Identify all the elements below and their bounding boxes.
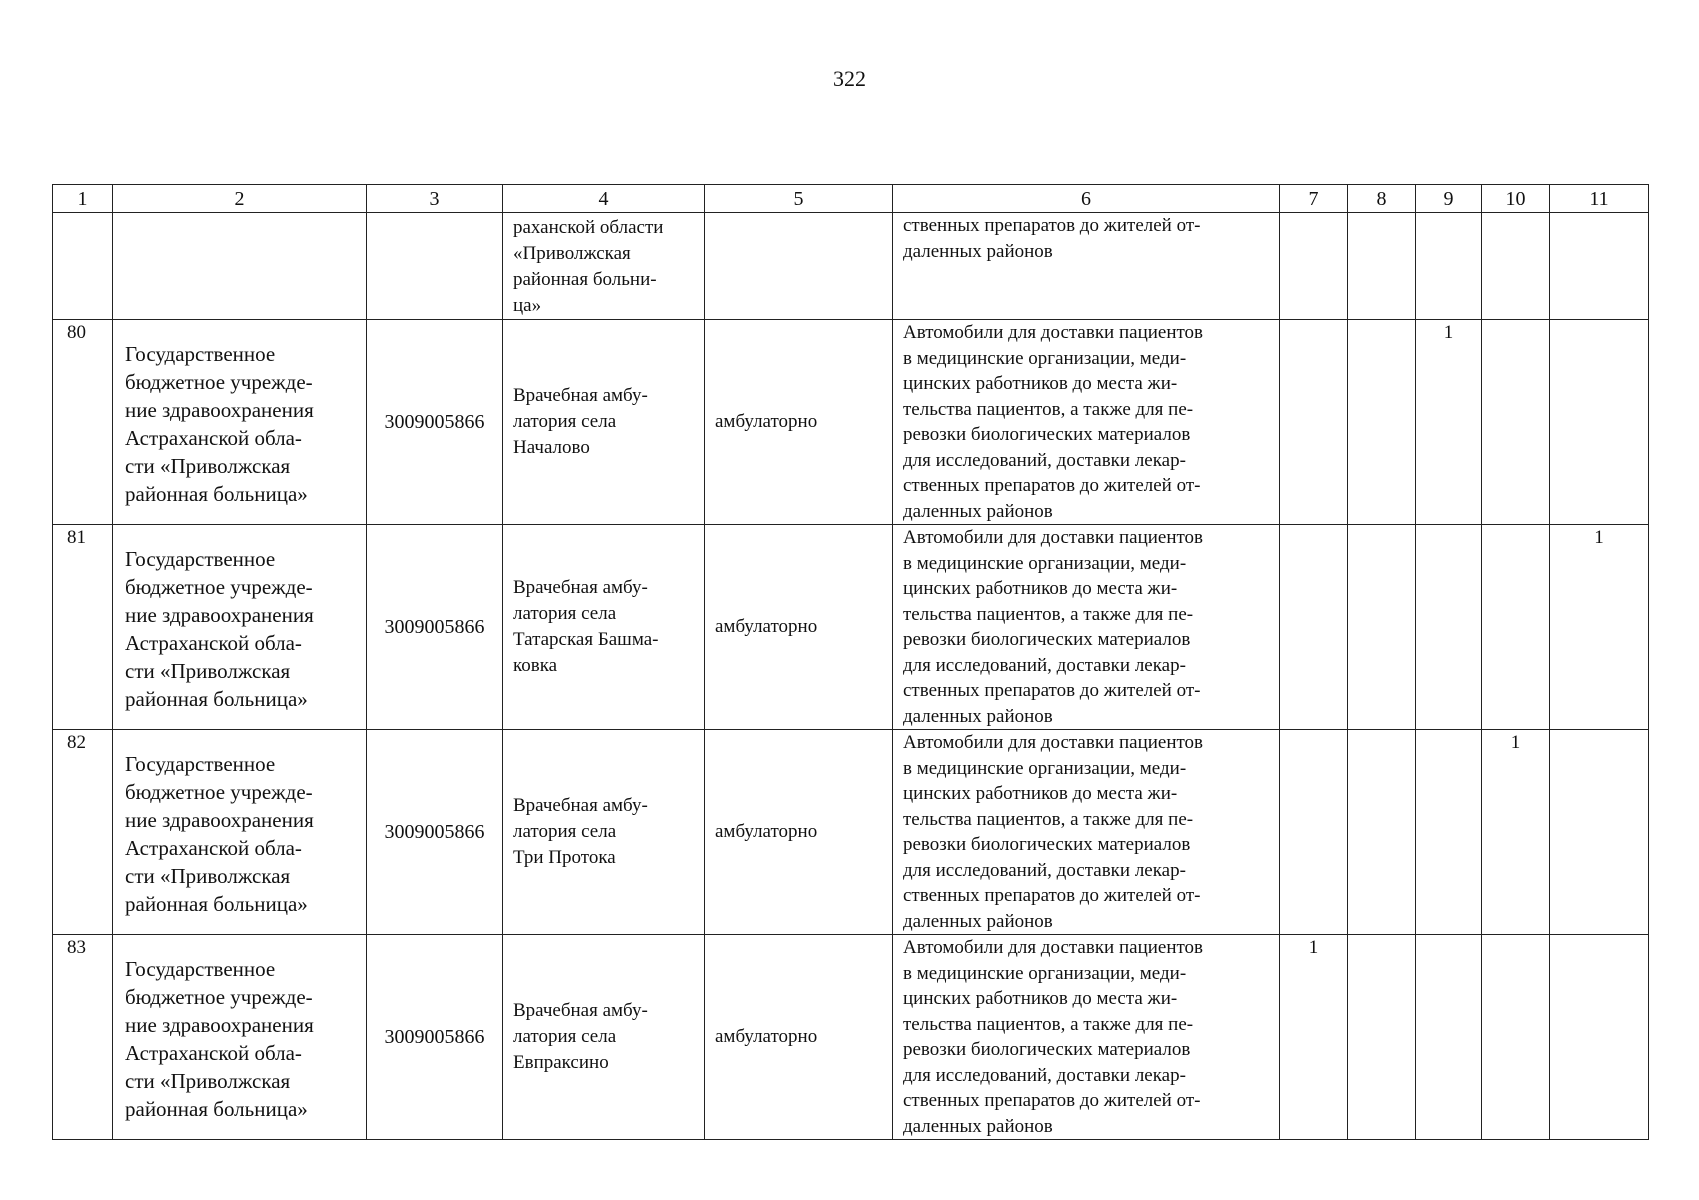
text-line: даленных районов (903, 910, 1053, 932)
text-line: ковка (513, 655, 558, 676)
text-line: в медицинские организации, меди- (903, 757, 1187, 779)
text-line: Автомобили для доставки пациентов (903, 937, 1204, 958)
text-line: ние здравоохранения (125, 398, 314, 422)
text-line: Началово (513, 437, 590, 458)
value-col-8 (1348, 730, 1416, 935)
text-line: Государственное (125, 752, 276, 776)
registry-table (52, 184, 1649, 1140)
row-number: 80 (53, 320, 113, 525)
continuation-org (113, 213, 367, 320)
text-line: Автомобили для доставки пациентов (903, 732, 1204, 753)
text-line: бюджетное учрежде- (125, 780, 313, 804)
text-line: ственных препаратов до жителей от- (903, 475, 1201, 496)
continuation-row (53, 213, 1649, 320)
table-row (53, 730, 1649, 935)
text-line: ревозки биологических материалов (903, 1039, 1191, 1060)
value-col-11 (1550, 320, 1649, 525)
text-line: для исследований, доставки лекар- (903, 859, 1186, 881)
row-number: 83 (53, 935, 113, 1140)
text-line: Астраханской обла- (125, 836, 302, 860)
text-line: даленных районов (903, 705, 1053, 727)
col-header-5: 5 (705, 185, 893, 213)
inn-value: 3009005866 (367, 730, 503, 935)
text-line: Государственное (125, 342, 276, 366)
text-line: тельства пациентов, а также для пе- (903, 398, 1194, 420)
text-line: для исследований, доставки лекар- (903, 654, 1186, 676)
col-header-10: 10 (1482, 185, 1550, 213)
row-number: 82 (53, 730, 113, 935)
col-header-6: 6 (893, 185, 1280, 213)
subdivision-name (503, 525, 705, 730)
vehicle-description (893, 320, 1280, 525)
value-col-7 (1280, 525, 1348, 730)
care-form: амбулаторно (705, 935, 893, 1140)
text-line: Татарская Башма- (513, 629, 659, 650)
col-header-3: 3 (367, 185, 503, 213)
column-number-header (53, 185, 1649, 213)
text-line: в медицинские организации, меди- (903, 552, 1187, 574)
continuation-num (53, 213, 113, 320)
table-row (53, 525, 1649, 730)
subdivision-name (503, 935, 705, 1140)
text-line: Врачебная амбу- (513, 1000, 648, 1021)
value-col-9 (1416, 730, 1482, 935)
subdivision-name (503, 320, 705, 525)
value-col-7 (1280, 320, 1348, 525)
value-col-10: 1 (1482, 730, 1550, 935)
continuation-description (893, 213, 1280, 320)
text-line: тельства пациентов, а также для пе- (903, 808, 1194, 830)
text-line: Астраханской обла- (125, 631, 302, 655)
value-col-10 (1482, 935, 1550, 1140)
description-line: ственных препаратов до жителей от- (903, 215, 1201, 236)
value-col-10 (1482, 525, 1550, 730)
organization-name (113, 935, 367, 1140)
table-row (53, 320, 1649, 525)
text-line: цинских работников до места жи- (903, 783, 1178, 804)
text-line: сти «Приволжская (125, 864, 291, 888)
continuation-form (705, 213, 893, 320)
text-line: тельства пациентов, а также для пе- (903, 1013, 1194, 1035)
inn-value: 3009005866 (367, 525, 503, 730)
text-line: латория села (513, 1026, 617, 1047)
inn-value: 3009005866 (367, 320, 503, 525)
value-col-11: 1 (1550, 525, 1649, 730)
value-col-10 (1482, 320, 1550, 525)
description-line: даленных районов (903, 240, 1053, 262)
col-header-8: 8 (1348, 185, 1416, 213)
text-line: для исследований, доставки лекар- (903, 449, 1186, 471)
value-col-9: 1 (1416, 320, 1482, 525)
text-line: районная больница» (125, 892, 308, 916)
text-line: сти «Приволжская (125, 1069, 291, 1093)
text-line: бюджетное учрежде- (125, 985, 313, 1009)
col-header-7: 7 (1280, 185, 1348, 213)
text-line: ственных препаратов до жителей от- (903, 885, 1201, 906)
continuation-val-10 (1482, 213, 1550, 320)
text-line: районная больница» (125, 1097, 308, 1121)
rows-body (53, 320, 1649, 1140)
continuation-val-8 (1348, 213, 1416, 320)
text-line: ние здравоохранения (125, 808, 314, 832)
value-col-7 (1280, 730, 1348, 935)
text-line: ревозки биологических материалов (903, 629, 1191, 650)
continuation-val-7 (1280, 213, 1348, 320)
vehicle-description (893, 730, 1280, 935)
text-line: ственных препаратов до жителей от- (903, 680, 1201, 701)
text-line: ние здравоохранения (125, 603, 314, 627)
text-line: латория села (513, 821, 617, 842)
text-line: Автомобили для доставки пациентов (903, 322, 1204, 343)
value-col-9 (1416, 525, 1482, 730)
subdivision-line: раханской области (513, 217, 664, 238)
organization-name (113, 320, 367, 525)
row-number: 81 (53, 525, 113, 730)
subdivision-line: ца» (513, 295, 542, 316)
text-line: бюджетное учрежде- (125, 575, 313, 599)
text-line: бюджетное учрежде- (125, 370, 313, 394)
text-line: цинских работников до места жи- (903, 373, 1178, 394)
care-form: амбулаторно (705, 320, 893, 525)
care-form: амбулаторно (705, 730, 893, 935)
text-line: для исследований, доставки лекар- (903, 1064, 1186, 1086)
vehicle-description (893, 935, 1280, 1140)
organization-name (113, 525, 367, 730)
text-line: Евпраксино (513, 1052, 609, 1073)
col-header-2: 2 (113, 185, 367, 213)
text-line: сти «Приволжская (125, 659, 291, 683)
table-row (53, 935, 1649, 1140)
text-line: латория села (513, 411, 617, 432)
value-col-8 (1348, 320, 1416, 525)
text-line: в медицинские организации, меди- (903, 347, 1187, 369)
continuation-subdivision (503, 213, 705, 320)
col-header-9: 9 (1416, 185, 1482, 213)
text-line: Астраханской обла- (125, 1041, 302, 1065)
text-line: даленных районов (903, 500, 1053, 522)
organization-name (113, 730, 367, 935)
text-line: ревозки биологических материалов (903, 424, 1191, 445)
value-col-11 (1550, 730, 1649, 935)
value-col-9 (1416, 935, 1482, 1140)
text-line: латория села (513, 603, 617, 624)
text-line: Три Протока (513, 847, 616, 868)
text-line: даленных районов (903, 1115, 1053, 1137)
text-line: районная больница» (125, 687, 308, 711)
text-line: цинских работников до места жи- (903, 988, 1178, 1009)
subdivision-line: «Приволжская (513, 243, 631, 264)
text-line: Врачебная амбу- (513, 385, 648, 406)
value-col-11 (1550, 935, 1649, 1140)
vehicle-description (893, 525, 1280, 730)
text-line: ние здравоохранения (125, 1013, 314, 1037)
value-col-7: 1 (1280, 935, 1348, 1140)
text-line: Государственное (125, 547, 276, 571)
continuation-val-11 (1550, 213, 1649, 320)
text-line: Астраханской обла- (125, 426, 302, 450)
text-line: Государственное (125, 957, 276, 981)
inn-value: 3009005866 (367, 935, 503, 1140)
care-form: амбулаторно (705, 525, 893, 730)
col-header-4: 4 (503, 185, 705, 213)
text-line: Автомобили для доставки пациентов (903, 527, 1204, 548)
continuation-val-9 (1416, 213, 1482, 320)
subdivision-name (503, 730, 705, 935)
text-line: в медицинские организации, меди- (903, 962, 1187, 984)
col-header-11: 11 (1550, 185, 1649, 213)
value-col-8 (1348, 935, 1416, 1140)
text-line: цинских работников до места жи- (903, 578, 1178, 599)
value-col-8 (1348, 525, 1416, 730)
continuation-inn (367, 213, 503, 320)
col-header-1: 1 (53, 185, 113, 213)
subdivision-line: районная больни- (513, 269, 657, 290)
text-line: ственных препаратов до жителей от- (903, 1090, 1201, 1111)
text-line: районная больница» (125, 482, 308, 506)
text-line: сти «Приволжская (125, 454, 291, 478)
text-line: тельства пациентов, а также для пе- (903, 603, 1194, 625)
text-line: Врачебная амбу- (513, 795, 648, 816)
text-line: Врачебная амбу- (513, 577, 648, 598)
page-number: 322 (833, 66, 866, 91)
text-line: ревозки биологических материалов (903, 834, 1191, 855)
